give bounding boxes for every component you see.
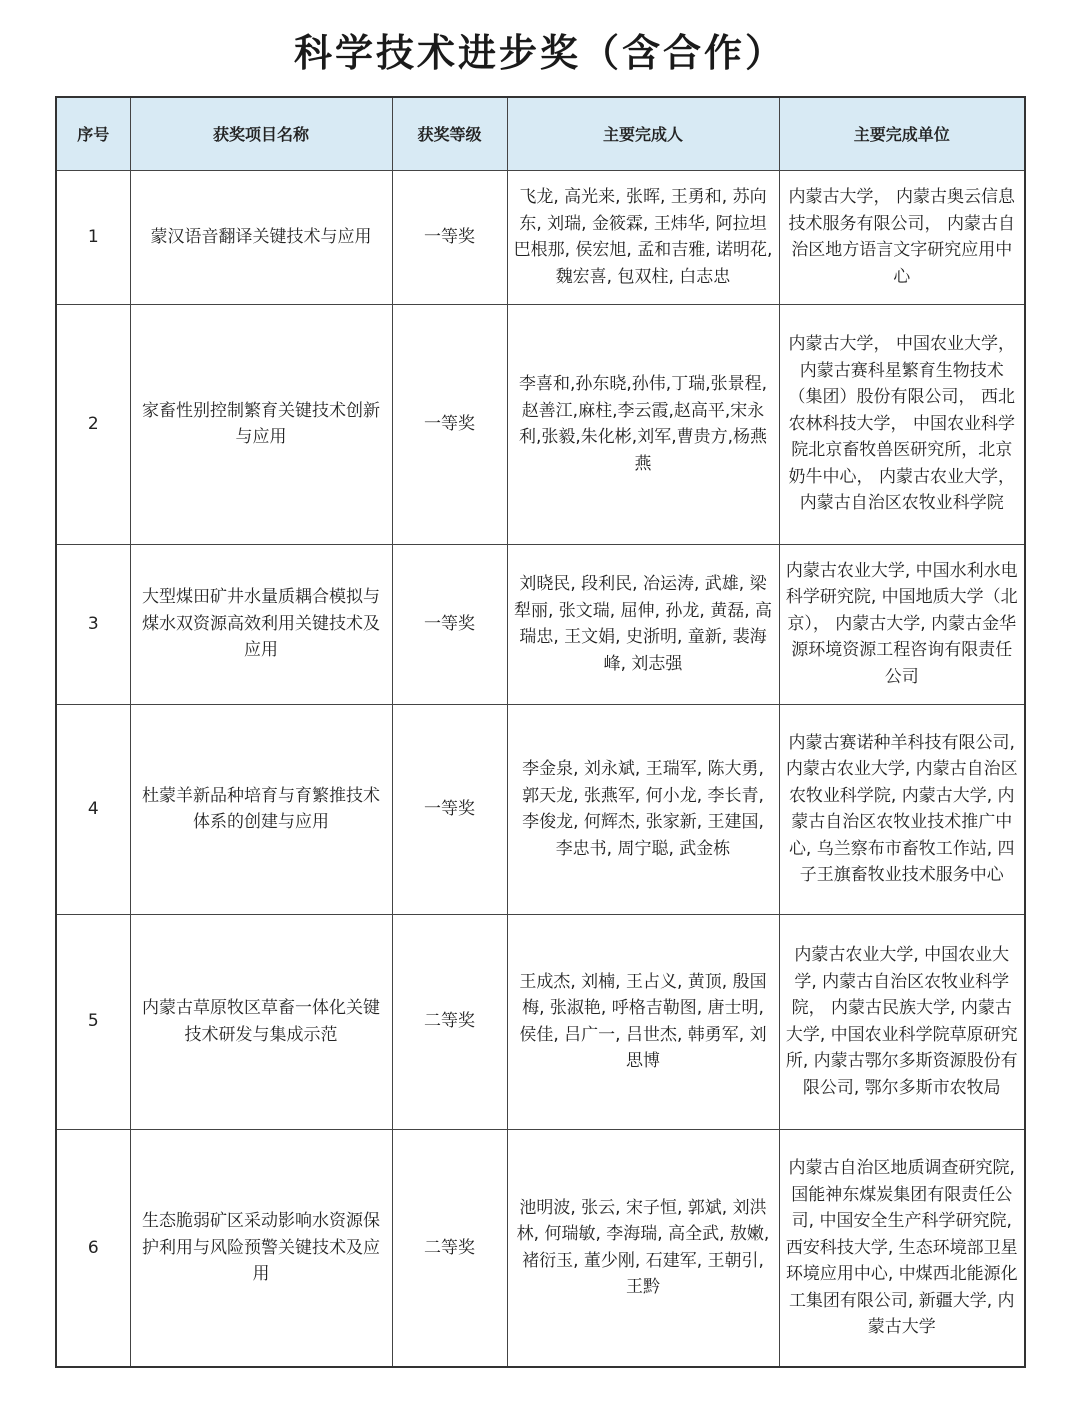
header-main-people: 主要完成人 <box>507 97 779 170</box>
award-level: 一等奖 <box>392 170 507 304</box>
header-no: 序号 <box>56 97 130 170</box>
main-units: 内蒙古大学， 中国农业大学，内蒙古赛科星繁育生物技术（集团）股份有限公司， 西北农林科技大学， 中国农业科学院北京畜牧兽医研究所，北京奶牛中心， 内蒙古农业大学， 内蒙古自治区农牧业科学院 <box>779 304 1025 544</box>
main-units: 内蒙古大学， 内蒙古奥云信息技术服务有限公司， 内蒙古自治区地方语言文字研究应用中心 <box>779 170 1025 304</box>
page-title: 科学技术进步奖（含合作） <box>293 31 786 75</box>
main-people: 王成杰, 刘楠, 王占义, 黄顶, 殷国梅, 张淑艳, 呼格吉勒图, 唐士明, 侯佳, 吕广一, 吕世杰, 韩勇军, 刘思博 <box>507 914 779 1129</box>
project-name: 蒙汉语音翻译关键技术与应用 <box>130 170 392 304</box>
main-units: 内蒙古自治区地质调查研究院, 国能神东煤炭集团有限责任公司, 中国安全生产科学研究院, 西安科技大学, 生态环境部卫星环境应用中心, 中煤西北能源化工集团有限公司, 新疆大学, 内蒙古大学 <box>779 1129 1025 1367</box>
table-row <box>56 304 1025 544</box>
row-number: 3 <box>56 544 130 704</box>
table-row <box>56 1129 1025 1367</box>
award-level: 二等奖 <box>392 914 507 1129</box>
row-number: 2 <box>56 304 130 544</box>
row-number: 1 <box>56 170 130 304</box>
award-level: 一等奖 <box>392 544 507 704</box>
table-header-row <box>56 97 1025 170</box>
row-number: 6 <box>56 1129 130 1367</box>
project-name: 大型煤田矿井水量质耦合模拟与煤水双资源高效利用关键技术及应用 <box>130 544 392 704</box>
award-level: 一等奖 <box>392 704 507 914</box>
table-row <box>56 170 1025 304</box>
table-row <box>56 914 1025 1129</box>
project-name: 杜蒙羊新品种培育与育繁推技术体系的创建与应用 <box>130 704 392 914</box>
header-main-units: 主要完成单位 <box>779 97 1025 170</box>
award-level: 一等奖 <box>392 304 507 544</box>
main-people: 李金泉, 刘永斌, 王瑞军, 陈大勇, 郭天龙, 张燕军, 何小龙, 李长青, 李俊龙, 何辉杰, 张家新, 王建国, 李忠书, 周宁聪, 武金栋 <box>507 704 779 914</box>
award-level: 二等奖 <box>392 1129 507 1367</box>
awards-table <box>55 96 1026 1368</box>
main-people: 飞龙, 高光来, 张晖, 王勇和, 苏向东, 刘瑞, 金筱霖, 王炜华, 阿拉坦巴根那, 侯宏旭, 孟和吉雅, 诺明花, 魏宏喜, 包双柱, 白志忠 <box>507 170 779 304</box>
row-number: 5 <box>56 914 130 1129</box>
header-award-level: 获奖等级 <box>392 97 507 170</box>
table-row <box>56 544 1025 704</box>
main-units: 内蒙古农业大学, 中国水利水电科学研究院, 中国地质大学（北京）， 内蒙古大学, 内蒙古金华源环境资源工程咨询有限责任公司 <box>779 544 1025 704</box>
project-name: 内蒙古草原牧区草畜一体化关键技术研发与集成示范 <box>130 914 392 1129</box>
table-row <box>56 704 1025 914</box>
row-number: 4 <box>56 704 130 914</box>
project-name: 家畜性别控制繁育关键技术创新与应用 <box>130 304 392 544</box>
main-people: 刘晓民, 段利民, 冶运涛, 武雄, 梁犁丽, 张文瑞, 屈伸, 孙龙, 黄磊, 高瑞忠, 王文娟, 史浙明, 童新, 裴海峰, 刘志强 <box>507 544 779 704</box>
header-project-name: 获奖项目名称 <box>130 97 392 170</box>
main-units: 内蒙古赛诺种羊科技有限公司, 内蒙古农业大学, 内蒙古自治区农牧业科学院, 内蒙古大学, 内蒙古自治区农牧业技术推广中心, 乌兰察布市畜牧工作站, 四子王旗畜牧业技术服务中心 <box>779 704 1025 914</box>
main-units: 内蒙古农业大学, 中国农业大学, 内蒙古自治区农牧业科学院， 内蒙古民族大学, 内蒙古大学, 中国农业科学院草原研究所, 内蒙古鄂尔多斯资源股份有限公司, 鄂尔多斯市农牧局 <box>779 914 1025 1129</box>
main-people: 池明波, 张云, 宋子恒, 郭斌, 刘洪林, 何瑞敏, 李海瑞, 高全武, 敖嫩, 褚衍玉, 董少刚, 石建军, 王朝引, 王黔 <box>507 1129 779 1367</box>
main-people: 李喜和,孙东晓,孙伟,丁瑞,张景程,赵善江,麻柱,李云霞,赵高平,宋永利,张毅,朱化彬,刘军,曹贵方,杨燕燕 <box>507 304 779 544</box>
project-name: 生态脆弱矿区采动影响水资源保护利用与风险预警关键技术及应用 <box>130 1129 392 1367</box>
